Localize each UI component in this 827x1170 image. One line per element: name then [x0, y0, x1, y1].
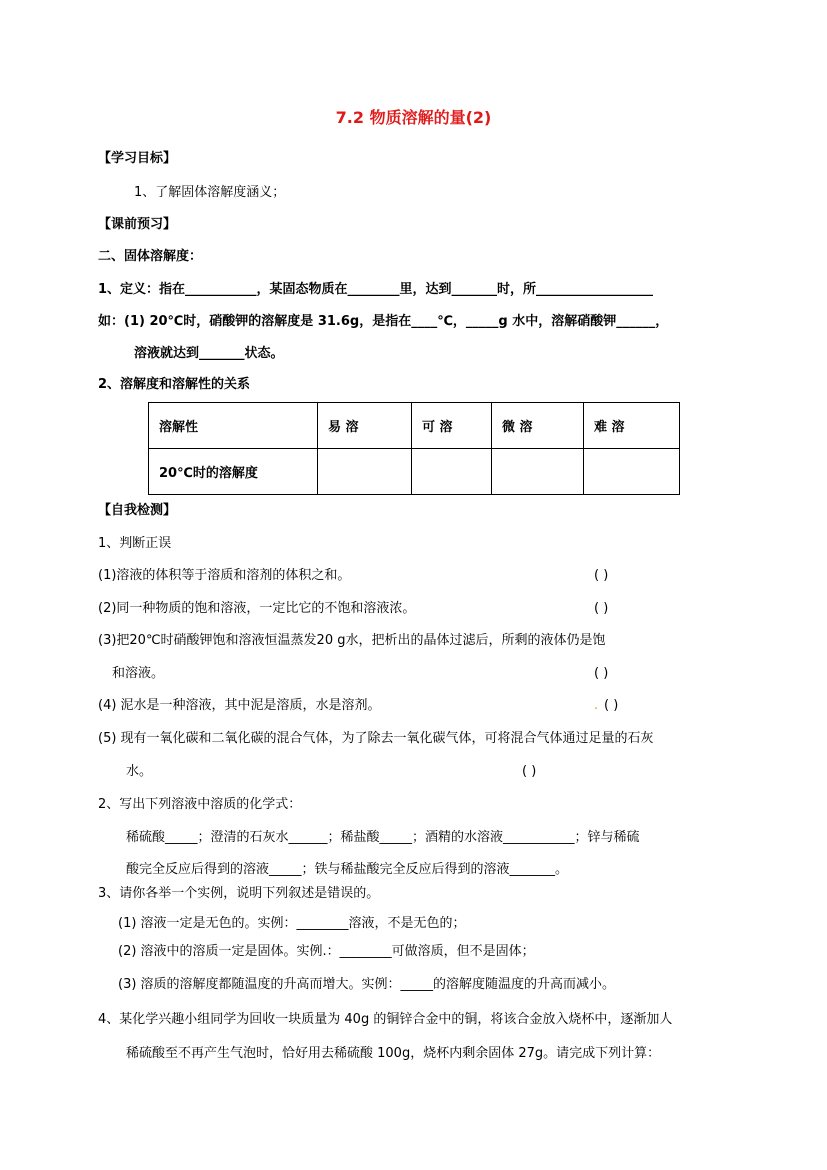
- table-row: [149, 403, 680, 449]
- q1-item-5-answer: ( ): [522, 764, 537, 779]
- table-cell: [318, 449, 412, 495]
- part2-header: 二、固体溶解度：: [98, 249, 203, 264]
- table-row: [149, 449, 680, 495]
- relation-header: 2、溶解度和溶解性的关系: [98, 377, 251, 392]
- q2-line-1: 稀硫酸_____；澄清的石灰水______；稀盐酸_____；酒精的水溶液___________；锌与稀硫: [126, 830, 640, 845]
- table-cell: 溶解性: [149, 403, 318, 449]
- table-cell: [412, 449, 492, 495]
- table-cell: [584, 449, 680, 495]
- table-cell: 易 溶: [318, 403, 412, 449]
- q1-item-5: (5) 现有一氧化碳和二氧化碳的混合气体，为了除去一氧化碳气体，可将混合气体通过足量的石灰: [98, 731, 654, 746]
- q1-item-1-answer: ( ): [594, 568, 609, 583]
- q1-item-2-answer: ( ): [594, 601, 609, 616]
- q3-item-2: (2) 溶液中的溶质一定是固体。实例.：________可做溶质，但不是固体；: [118, 944, 535, 959]
- q1-item-5-cont: 水。: [126, 764, 153, 779]
- q2-line-2: 酸完全反应后得到的溶液_____；铁与稀盐酸完全反应后得到的溶液_______。: [126, 862, 569, 877]
- q2-title: 2、写出下列溶液中溶质的化学式：: [98, 797, 302, 812]
- page-title: 7.2 物质溶解的量(2): [335, 108, 492, 127]
- self-check-header: 【自我检测】: [98, 503, 177, 518]
- goals-header: 【学习目标】: [98, 151, 177, 166]
- solubility-table: [148, 402, 680, 495]
- table-cell: 难 溶: [584, 403, 680, 449]
- q1-item-3-answer: ( ): [594, 666, 609, 681]
- q1-item-4: (4) 泥水是一种溶液，其中泥是溶质，水是溶剂。: [98, 698, 381, 713]
- table-cell: 可 溶: [412, 403, 492, 449]
- preview-header: 【课前预习】: [98, 217, 177, 232]
- q1-item-4-answer: ( ): [604, 698, 619, 713]
- goal-1: 1、了解固体溶解度涵义；: [134, 185, 286, 200]
- q1-item-4-dot: .: [594, 698, 599, 713]
- q3-item-3: (3) 溶质的溶解度都随温度的升高而增大。实例：_____的溶解度随温度的升高而减小。: [118, 977, 616, 992]
- q1-item-2: (2)同一种物质的饱和溶液，一定比它的不饱和溶液浓。: [98, 601, 416, 616]
- q1-title: 1、判断正误: [98, 536, 172, 551]
- q3-item-1: (1) 溶液一定是无色的。实例：________溶液，不是无色的；: [118, 916, 466, 931]
- definition-line: 1、定义：指在___________，某固态物质在________里，达到_______时，所__________________: [98, 282, 654, 297]
- table-cell: [492, 449, 584, 495]
- example-line-2: 溶液就达到_______状态。: [134, 346, 284, 361]
- example-line: 如：(1) 20℃时，硝酸钾的溶解度是 31.6g，是指在____℃，_____g 水中，溶解硝酸钾______，: [98, 314, 669, 329]
- table-cell: 微 溶: [492, 403, 584, 449]
- q3-title: 3、请你各举一个实例，说明下列叙述是错误的。: [98, 886, 380, 901]
- q4-line-1: 4、某化学兴趣小组同学为回收一块质量为 40g 的铜锌合金中的铜，将该合金放入烧杯中，逐渐加人: [98, 1012, 673, 1027]
- q1-item-1: (1)溶液的体积等于溶质和溶剂的体积之和。: [98, 568, 351, 583]
- table-cell: 20℃时的溶解度: [149, 449, 318, 495]
- q1-item-3-cont: 和溶液。: [112, 666, 165, 681]
- q1-item-3: (3)把20℃时硝酸钾饱和溶液恒温蒸发20 g水，把析出的晶体过滤后，所剩的液体仍是饱: [98, 633, 606, 648]
- q4-line-2: 稀硫酸至不再产生气泡时，恰好用去稀硫酸 100g，烧杯内剩余固体 27g。请完成下列计算：: [126, 1046, 661, 1061]
